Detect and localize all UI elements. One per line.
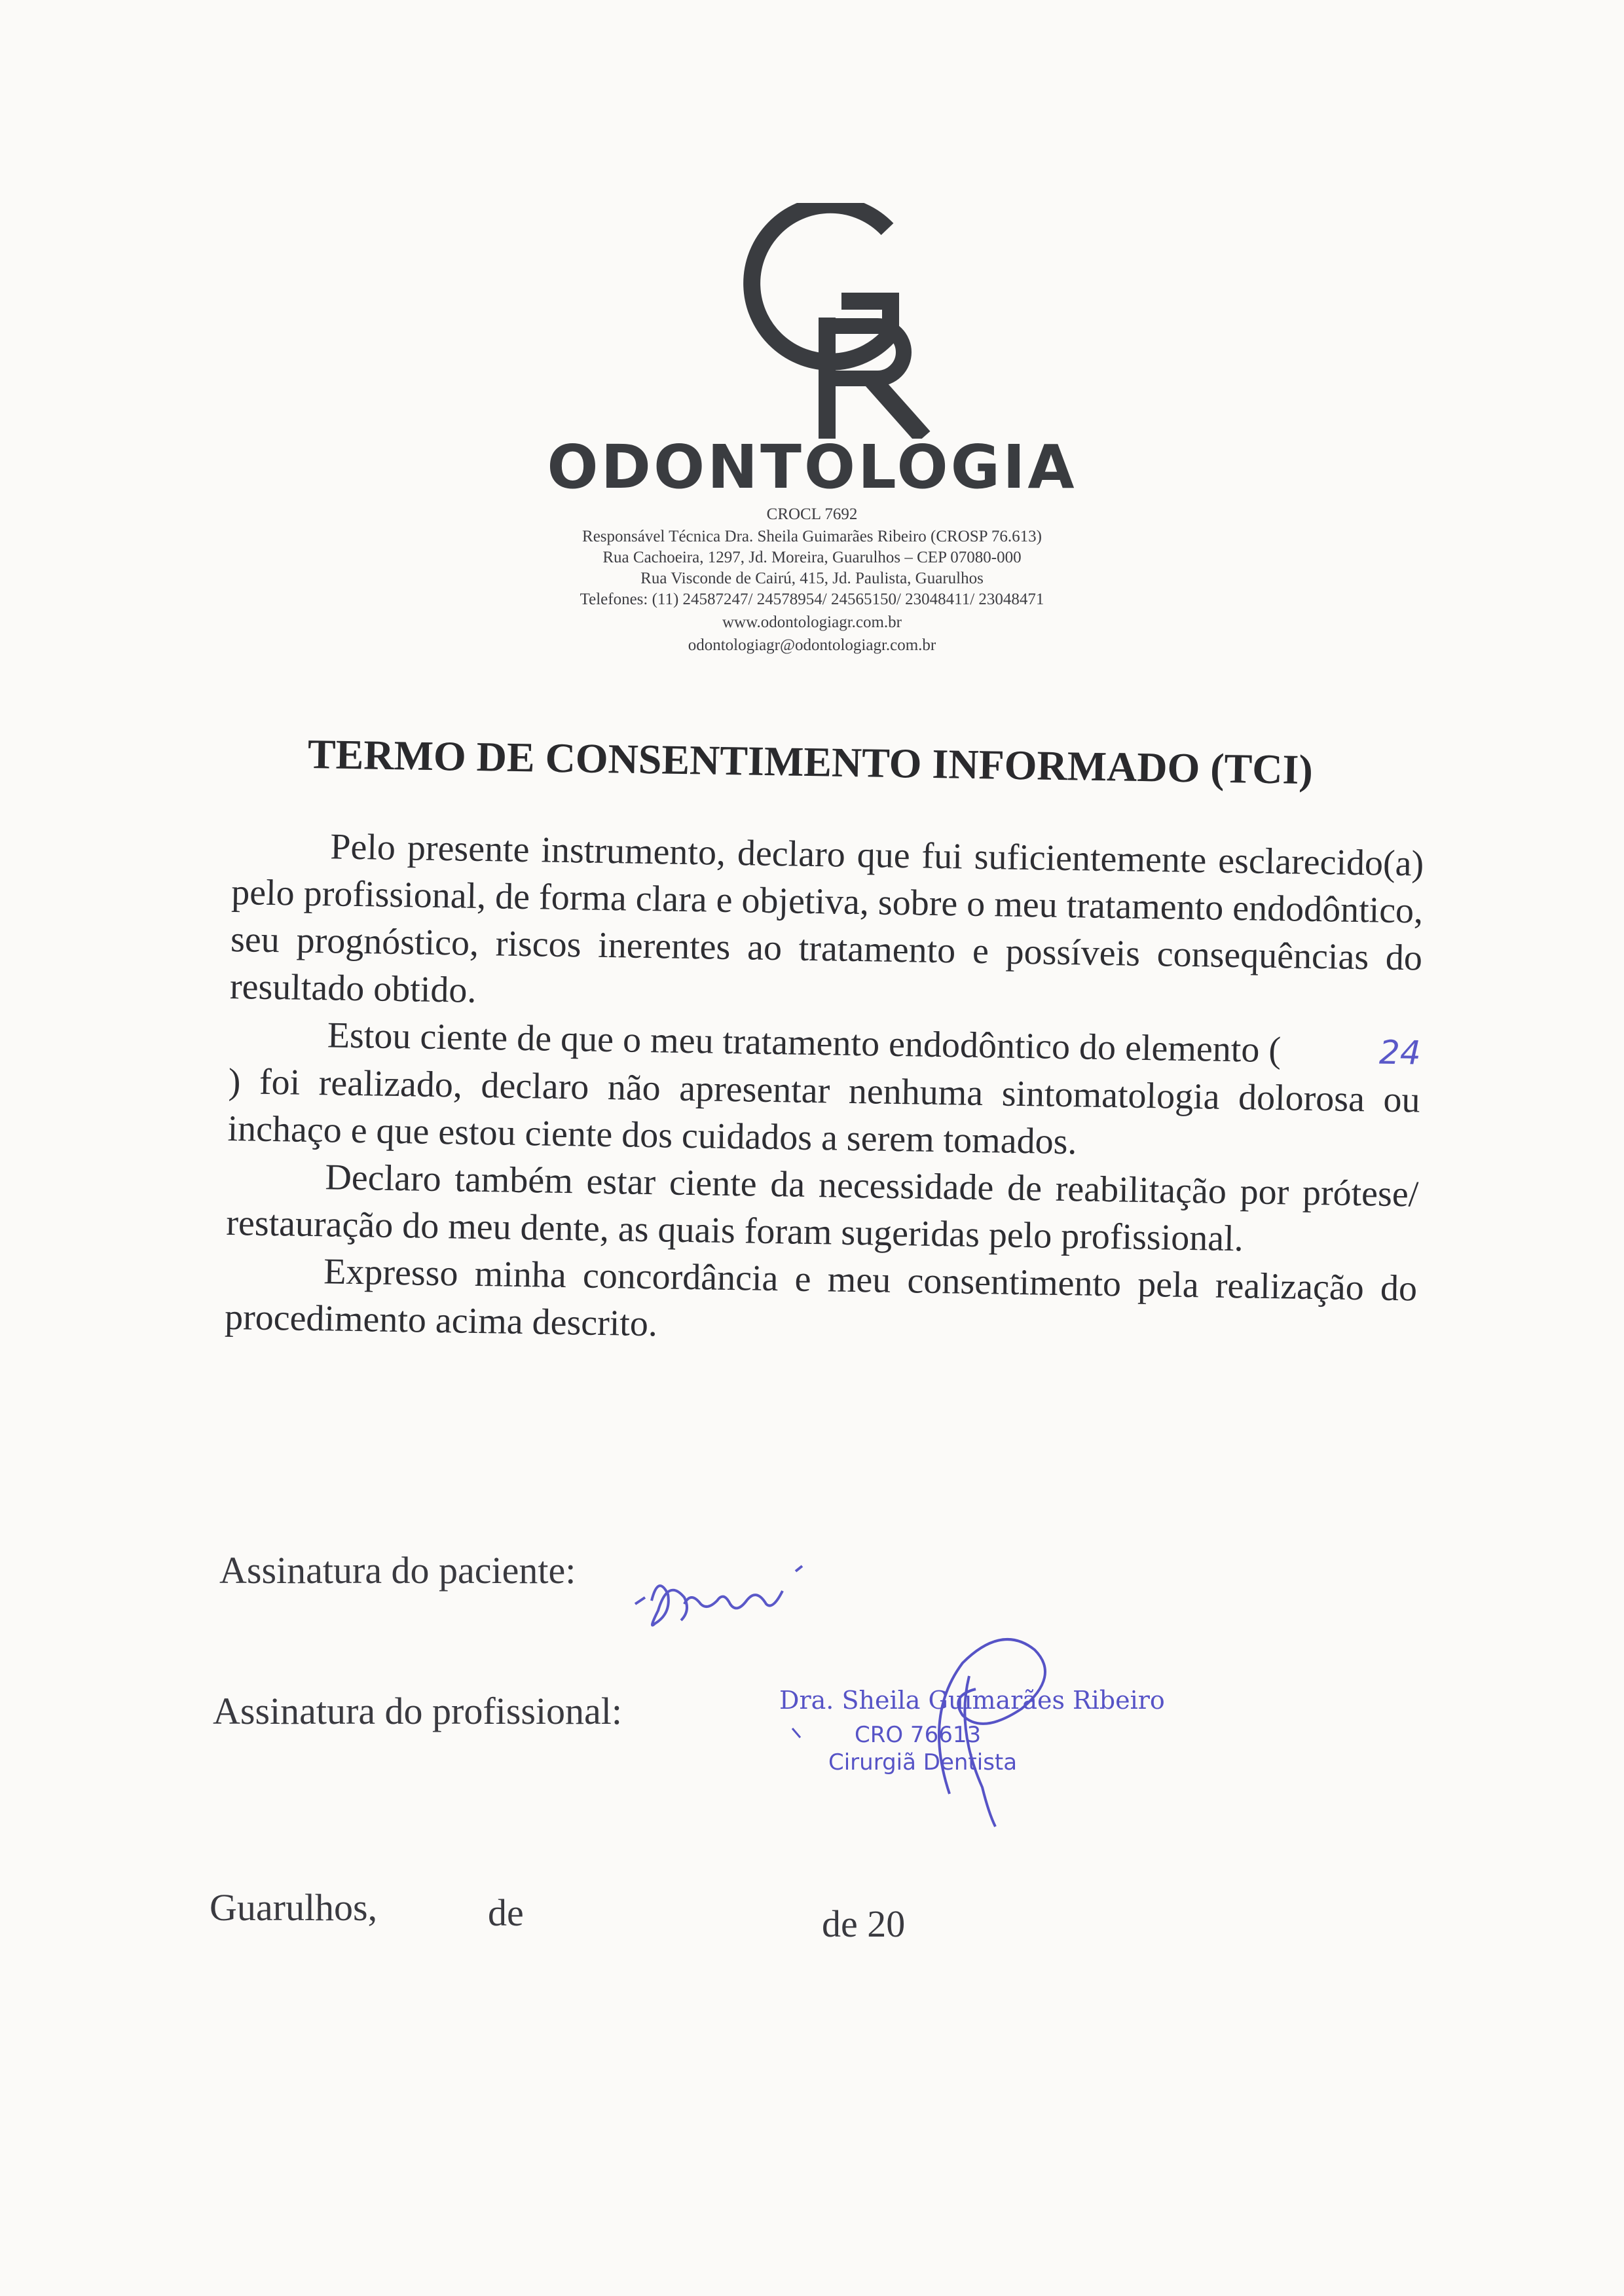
paragraph-1: Pelo presente instrumento, declaro que fui suficientemente esclarecido(a) pelo profissional, de forma clara e objetiva, sobre o meu tratamento endodôntico, seu prognóstico, riscos inerentes ao tratamento e possíveis consequências do resultado obtido. [229,826,1424,1011]
address-line-1: Rua Cachoeira, 1297, Jd. Moreira, Guarulhos – CEP 07080-000 [602,549,1022,566]
paragraph-2 [227,1010,1421,1171]
croc-number: CROCL 7692 [766,505,858,523]
date-city: Guarulhos, [210,1886,378,1929]
patient-signature-label: Assinatura do paciente: [219,1549,576,1592]
address-line-2: Rua Visconde de Cairú, 415, Jd. Paulista, Guarulhos [640,570,984,587]
email-link[interactable]: odontologiagr@odontologiagr.com.br [688,636,936,654]
stamp-cro: CRO 76613 [855,1722,982,1748]
paragraph-2-end: ) foi realizado, declaro não apresentar nenhuma sintomatologia dolorosa ou inchaço e que estou ciente dos cuidados a serem tomados. [227,1061,1421,1163]
document-title: TERMO DE CONSENTIMENTO INFORMADO (TCI) [307,731,1314,793]
responsible-line: Responsável Técnica Dra. Sheila Guimarães Ribeiro (CROSP 76.613) [582,528,1042,545]
paragraph-4: Expresso minha concordância e meu consentimento pela realização do procedimento acima descrito. [224,1251,1418,1345]
document-body [225,822,1424,1359]
brand-name: ODONTOLOGIA [547,432,1077,502]
phones-line: Telefones: (11) 24587247/ 24578954/ 24565150/ 23048411/ 23048471 [580,591,1044,608]
stamp-role: Cirurgiã Dentista [828,1749,1018,1776]
gr-logo-icon [727,203,950,439]
paragraph-2-start: Estou ciente de que o meu tratamento endodôntico do elemento ( [327,1015,1282,1071]
date-de-day: de [488,1891,524,1934]
tooth-number-handwritten: 24 [1378,1033,1422,1072]
stamp-name: Dra. Sheila Guimarães Ribeiro [779,1686,1165,1715]
paragraph-3: Declaro também estar ciente da necessidade de reabilitação por prótese/ restauração do meu dente, as quais foram sugeridas pelo profissional. [225,1157,1419,1260]
professional-signature-label: Assinatura do profissional: [213,1690,623,1732]
date-de-year: de 20 [822,1903,906,1945]
website-link[interactable]: www.odontologiagr.com.br [722,613,902,631]
